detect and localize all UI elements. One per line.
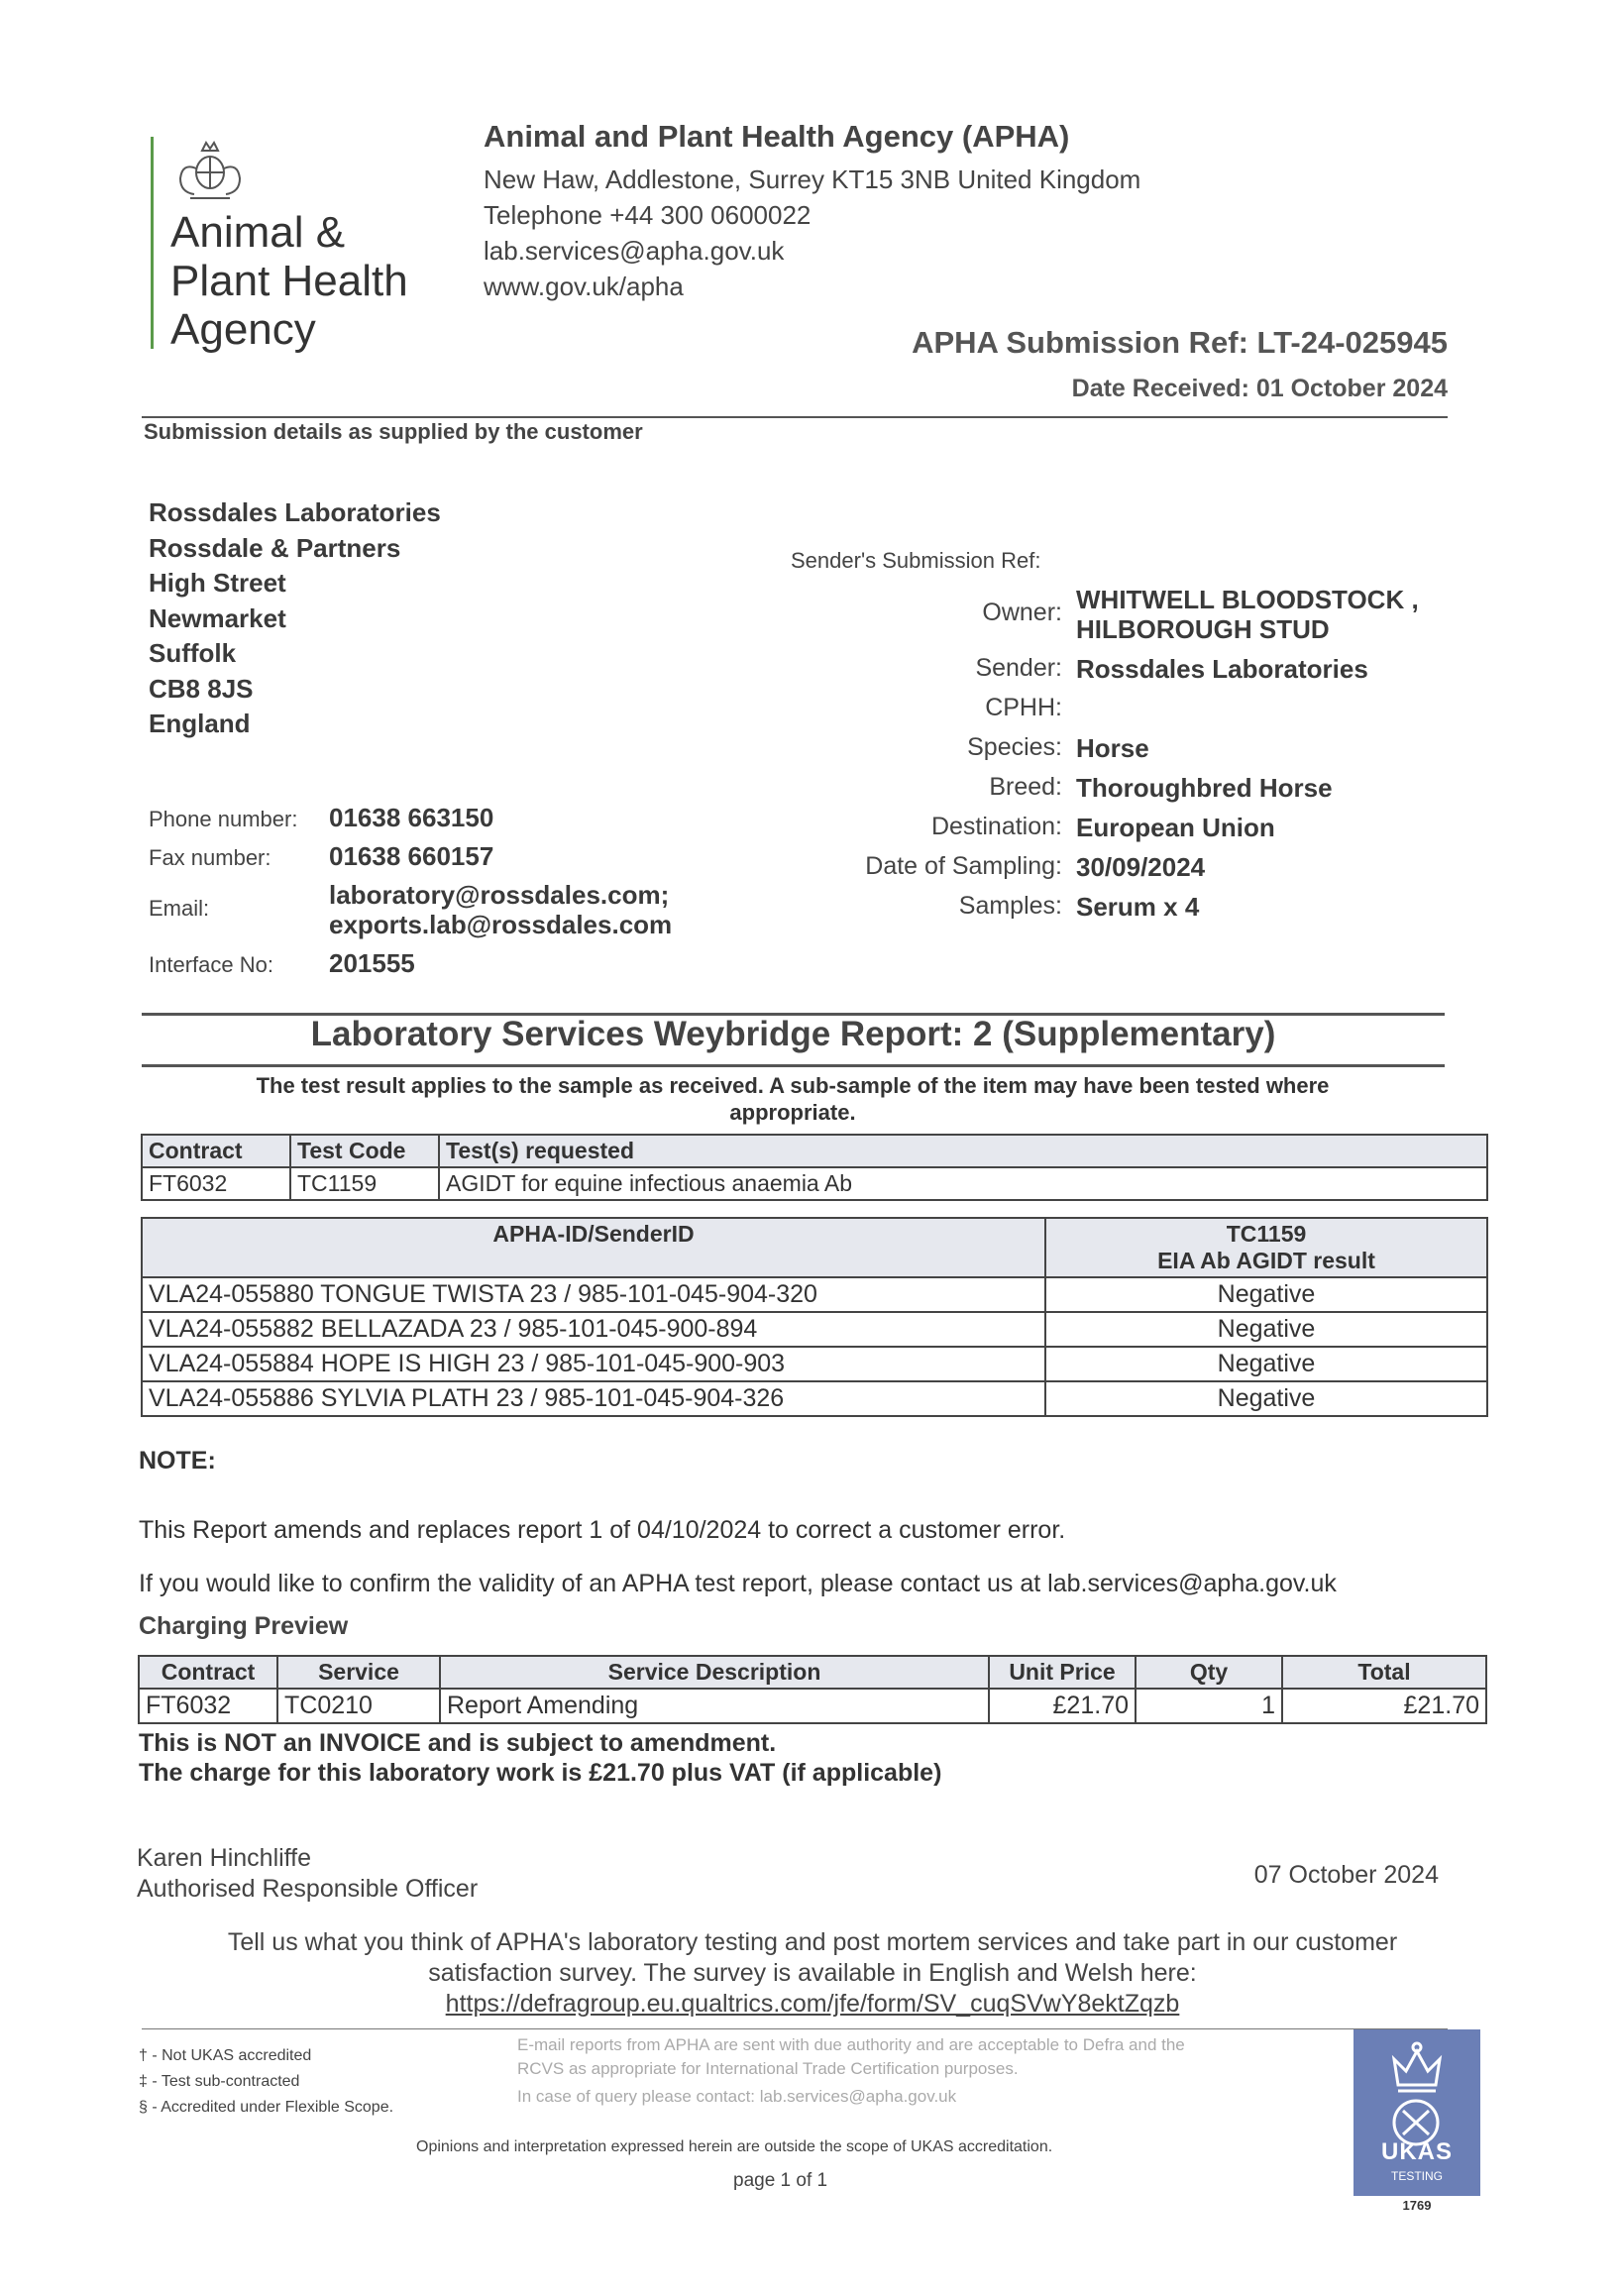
table-cell: FT6032 — [139, 1689, 277, 1723]
cphh-row — [753, 694, 1466, 723]
address-line: Rossdale & Partners — [149, 532, 401, 563]
validity-text: If you would like to confirm the validity of an APHA test report, please contact us at lab.services@apha.gov.uk — [139, 1570, 1337, 1597]
customer-address — [149, 495, 441, 742]
table-cell: £21.70 — [989, 1689, 1136, 1723]
crown-icon — [1384, 2041, 1450, 2099]
email-label: Email: — [149, 896, 210, 921]
species-label: Species: — [967, 733, 1062, 761]
sample-id: VLA24-055882 BELLAZADA 23 / 985-101-045-900-894 — [142, 1312, 1045, 1347]
logo-line: Plant Health — [170, 257, 408, 305]
destination-label: Destination: — [930, 813, 1062, 840]
fax-row — [149, 841, 672, 871]
address-line: Rossdales Laboratories — [149, 497, 441, 527]
email-1: laboratory@rossdales.com; — [329, 880, 670, 910]
signature-date: 07 October 2024 — [1253, 1861, 1439, 1889]
species-row — [753, 733, 1466, 763]
table-header: Contract — [139, 1656, 277, 1689]
phone-label: Phone number: — [149, 807, 298, 831]
sample-result: Negative — [1045, 1312, 1487, 1347]
sampling-value: 30/09/2024 — [1076, 852, 1206, 882]
interface-row — [149, 948, 672, 978]
phone-row — [149, 803, 672, 832]
result-code-header: TC1159 — [1226, 1221, 1307, 1247]
table-cell: TC1159 — [290, 1167, 439, 1200]
legend-item: † - Not UKAS accredited — [139, 2047, 312, 2064]
charging-table — [138, 1655, 1487, 1724]
tests-table — [141, 1134, 1488, 1201]
email-report-note — [517, 2033, 1231, 2109]
sender-value: Rossdales Laboratories — [1076, 654, 1368, 684]
logo-line: Agency — [170, 305, 316, 354]
sample-id: VLA24-055880 TONGUE TWISTA 23 / 985-101-045-904-320 — [142, 1277, 1045, 1312]
survey-link[interactable]: https://defragroup.eu.qualtrics.com/jfe/form/SV_cuqSVwY8ektZqzb — [445, 1990, 1180, 2018]
sampling-label: Date of Sampling: — [865, 852, 1062, 880]
invoice-line: The charge for this laboratory work is £21.70 plus VAT (if applicable) — [139, 1759, 942, 1787]
table-cell: AGIDT for equine infectious anaemia Ab — [439, 1167, 1487, 1200]
table-header-row — [142, 1135, 1487, 1167]
table-cell: £21.70 — [1282, 1689, 1486, 1723]
address-line: England — [149, 709, 251, 738]
report-note: The test result applies to the sample as received. A sub-sample of the item may have been tested where appropriate. — [256, 1073, 1330, 1125]
report-title: Laboratory Services Weybridge Report: 2 (Supplementary) — [310, 1015, 1276, 1053]
logo-accent-bar — [151, 137, 154, 349]
table-row — [142, 1347, 1487, 1381]
table-cell: 1 — [1136, 1689, 1282, 1723]
table-cell: Report Amending — [440, 1689, 989, 1723]
signatory — [137, 1843, 478, 1905]
invoice-disclaimer — [139, 1728, 941, 1788]
divider — [142, 1064, 1445, 1067]
destination-value: European Union — [1076, 813, 1275, 842]
agency-logo-text — [170, 208, 408, 354]
table-header — [1045, 1218, 1487, 1277]
address-line: Suffolk — [149, 638, 237, 668]
divider — [142, 2028, 1448, 2029]
sample-result: Negative — [1045, 1347, 1487, 1381]
note-label: NOTE: — [139, 1447, 216, 1475]
senders-ref-label: Sender's Submission Ref: — [791, 548, 1041, 573]
owner-label: Owner: — [982, 599, 1062, 626]
agency-email: lab.services@apha.gov.uk — [484, 236, 785, 266]
ukas-label: UKAS — [1380, 2138, 1453, 2165]
charging-heading: Charging Preview — [139, 1612, 349, 1640]
divider — [142, 416, 1448, 418]
signatory-name: Karen Hinchliffe — [137, 1844, 312, 1872]
sample-id: VLA24-055884 HOPE IS HIGH 23 / 985-101-045-900-903 — [142, 1347, 1045, 1381]
date-received: Date Received: 01 October 2024 — [1071, 375, 1448, 402]
ukas-testing-label: TESTING — [1390, 2169, 1443, 2183]
email-row — [149, 880, 672, 939]
cphh-value — [1076, 694, 1083, 723]
table-row — [142, 1312, 1487, 1347]
sender-row — [753, 654, 1466, 684]
email-note-text: E-mail reports from APHA are sent with due authority and are acceptable to Defra and the RCVS as appropriate for International Trade Certification purposes. — [517, 2035, 1185, 2078]
sample-result: Negative — [1045, 1381, 1487, 1416]
breed-value: Thoroughbred Horse — [1076, 773, 1333, 803]
ukas-opinion-note: Opinions and interpretation expressed herein are outside the scope of UKAS accreditation. — [416, 2138, 1053, 2155]
results-table — [141, 1217, 1488, 1417]
table-header: Contract — [142, 1135, 290, 1167]
owner-row — [753, 585, 1466, 644]
invoice-line: This is NOT an INVOICE and is subject to amendment. — [139, 1729, 777, 1757]
table-row — [142, 1381, 1487, 1416]
breed-row — [753, 773, 1466, 803]
owner-value — [1076, 585, 1419, 644]
customer-contact — [149, 803, 672, 987]
table-row — [142, 1277, 1487, 1312]
samples-label: Samples: — [958, 892, 1062, 920]
table-row — [142, 1167, 1487, 1200]
table-header: Total — [1282, 1656, 1486, 1689]
legend-item: ‡ - Test sub-contracted — [139, 2073, 300, 2090]
table-cell: TC0210 — [277, 1689, 440, 1723]
table-header: Unit Price — [989, 1656, 1136, 1689]
agency-name: Animal and Plant Health Agency (APHA) — [484, 119, 1070, 154]
table-header-row — [139, 1656, 1486, 1689]
agency-telephone: Telephone +44 300 0600022 — [484, 200, 812, 230]
table-header: Service Description — [440, 1656, 989, 1689]
samples-row — [753, 892, 1466, 922]
sample-id: VLA24-055886 SYLVIA PLATH 23 / 985-101-045-904-326 — [142, 1381, 1045, 1416]
agency-website: www.gov.uk/apha — [484, 272, 684, 301]
interface-label: Interface No: — [149, 952, 273, 977]
submission-details — [753, 585, 1466, 931]
result-name-header: EIA Ab AGIDT result — [1157, 1248, 1375, 1273]
email-2: exports.lab@rossdales.com — [329, 910, 673, 939]
accreditation-legend — [139, 2043, 393, 2121]
sampling-row — [753, 852, 1466, 882]
interface-value: 201555 — [329, 948, 415, 978]
sender-label: Sender: — [975, 654, 1062, 682]
destination-row — [753, 813, 1466, 842]
survey-text: Tell us what you think of APHA's laboratory testing and post mortem services and take part in our customer — [227, 1928, 1398, 1956]
table-cell: FT6032 — [142, 1167, 290, 1200]
address-line: Newmarket — [149, 602, 286, 633]
ukas-number: 1769 — [1402, 2198, 1432, 2213]
address-line: CB8 8JS — [149, 673, 254, 704]
survey-section — [149, 1927, 1476, 2020]
agency-header — [484, 119, 1140, 304]
email-note-query: In case of query please contact: lab.services@apha.gov.uk — [517, 2087, 957, 2106]
submission-details-heading: Submission details as supplied by the customer — [144, 419, 643, 444]
table-header: Qty — [1136, 1656, 1282, 1689]
address-line: High Street — [149, 568, 286, 598]
table-header: Test Code — [290, 1135, 439, 1167]
royal-crest-icon — [170, 139, 250, 208]
sample-result: Negative — [1045, 1277, 1487, 1312]
table-row — [139, 1689, 1486, 1723]
page-number: page 1 of 1 — [733, 2170, 828, 2191]
owner-line: HILBOROUGH STUD — [1076, 614, 1330, 644]
table-header: Test(s) requested — [439, 1135, 1487, 1167]
fax-label: Fax number: — [149, 845, 271, 870]
survey-text: satisfaction survey. The survey is available in English and Welsh here: — [428, 1959, 1197, 1987]
fax-value: 01638 660157 — [329, 841, 494, 871]
email-value — [329, 880, 672, 939]
submission-ref: APHA Submission Ref: LT-24-025945 — [912, 325, 1448, 360]
table-header: APHA-ID/SenderID — [142, 1218, 1045, 1277]
logo-line: Animal & — [170, 208, 346, 257]
table-header: Service — [277, 1656, 440, 1689]
signatory-role: Authorised Responsible Officer — [137, 1875, 479, 1903]
breed-label: Breed: — [989, 773, 1062, 801]
phone-value: 01638 663150 — [329, 803, 494, 832]
table-header-row — [142, 1218, 1487, 1277]
legend-item: § - Accredited under Flexible Scope. — [139, 2099, 394, 2116]
owner-line: WHITWELL BLOODSTOCK , — [1076, 585, 1419, 614]
note-text: This Report amends and replaces report 1 of 04/10/2024 to correct a customer error. — [139, 1516, 1066, 1544]
agency-address: New Haw, Addlestone, Surrey KT15 3NB United Kingdom — [484, 164, 1141, 194]
samples-value: Serum x 4 — [1076, 892, 1200, 922]
cphh-label: CPHH: — [985, 694, 1062, 721]
species-value: Horse — [1076, 733, 1149, 763]
